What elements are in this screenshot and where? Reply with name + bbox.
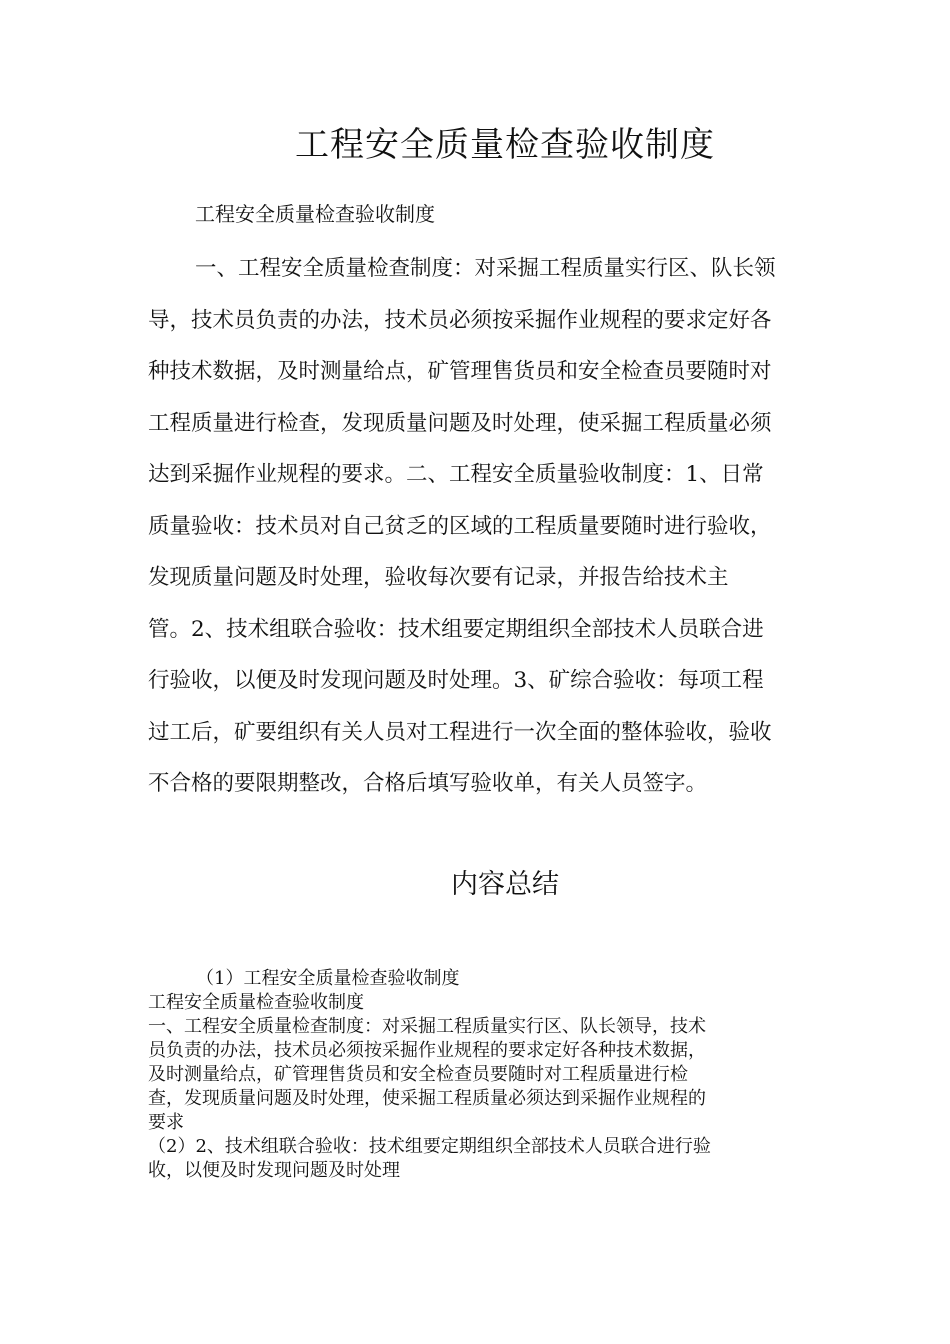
body-line: 发现质量问题及时处理，验收每次要有记录，并报告给技术主 — [148, 565, 729, 590]
body-line: 行验收，以便及时发现问题及时处理。3、矿综合验收：每项工程 — [148, 668, 764, 693]
summary-line: （1）工程安全质量检查验收制度 — [196, 968, 460, 989]
body-line: 种技术数据，及时测量给点，矿管理售货员和安全检查员要随时对 — [148, 359, 772, 384]
summary-title: 内容总结 — [451, 869, 559, 900]
summary-line: 收，以便及时发现问题及时处理 — [148, 1160, 400, 1181]
body-line: 过工后，矿要组织有关人员对工程进行一次全面的整体验收，验收 — [148, 719, 772, 745]
body-line: 质量验收：技术员对自己贫乏的区域的工程质量要随时进行验收， — [148, 513, 772, 539]
summary-line: 一、工程安全质量检查制度：对采掘工程质量实行区、队长领导，技术 — [148, 1016, 706, 1037]
document-subtitle: 工程安全质量检查验收制度 — [195, 202, 435, 226]
summary-line: 工程安全质量检查验收制度 — [148, 992, 364, 1013]
document-title: 工程安全质量检查验收制度 — [295, 125, 715, 165]
body-line: 导，技术员负责的办法，技术员必须按采掘作业规程的要求定好各 — [148, 307, 772, 333]
summary-line: 及时测量给点，矿管理售货员和安全检查员要随时对工程质量进行检 — [148, 1064, 688, 1085]
body-line: 管。2、技术组联合验收：技术组要定期组织全部技术人员联合进 — [148, 616, 764, 642]
body-line: 不合格的要限期整改，合格后填写验收单，有关人员签字。 — [148, 771, 708, 796]
summary-line: 要求 — [148, 1112, 184, 1133]
summary-line: 员负责的办法，技术员必须按采掘作业规程的要求定好各种技术数据， — [148, 1040, 706, 1061]
summary-body — [148, 967, 808, 1183]
body-line: 达到采掘作业规程的要求。二、工程安全质量验收制度：1、日常 — [148, 462, 764, 487]
summary-line: （2）2、技术组联合验收：技术组要定期组织全部技术人员联合进行验 — [148, 1136, 711, 1157]
document-body — [148, 253, 808, 820]
body-line: 工程质量进行检查，发现质量问题及时处理，使采掘工程质量必须 — [148, 410, 772, 436]
body-line: 一、工程安全质量检查制度：对采掘工程质量实行区、队长领 — [195, 256, 776, 281]
summary-line: 查，发现质量问题及时处理，使采掘工程质量必须达到采掘作业规程的 — [148, 1088, 706, 1109]
